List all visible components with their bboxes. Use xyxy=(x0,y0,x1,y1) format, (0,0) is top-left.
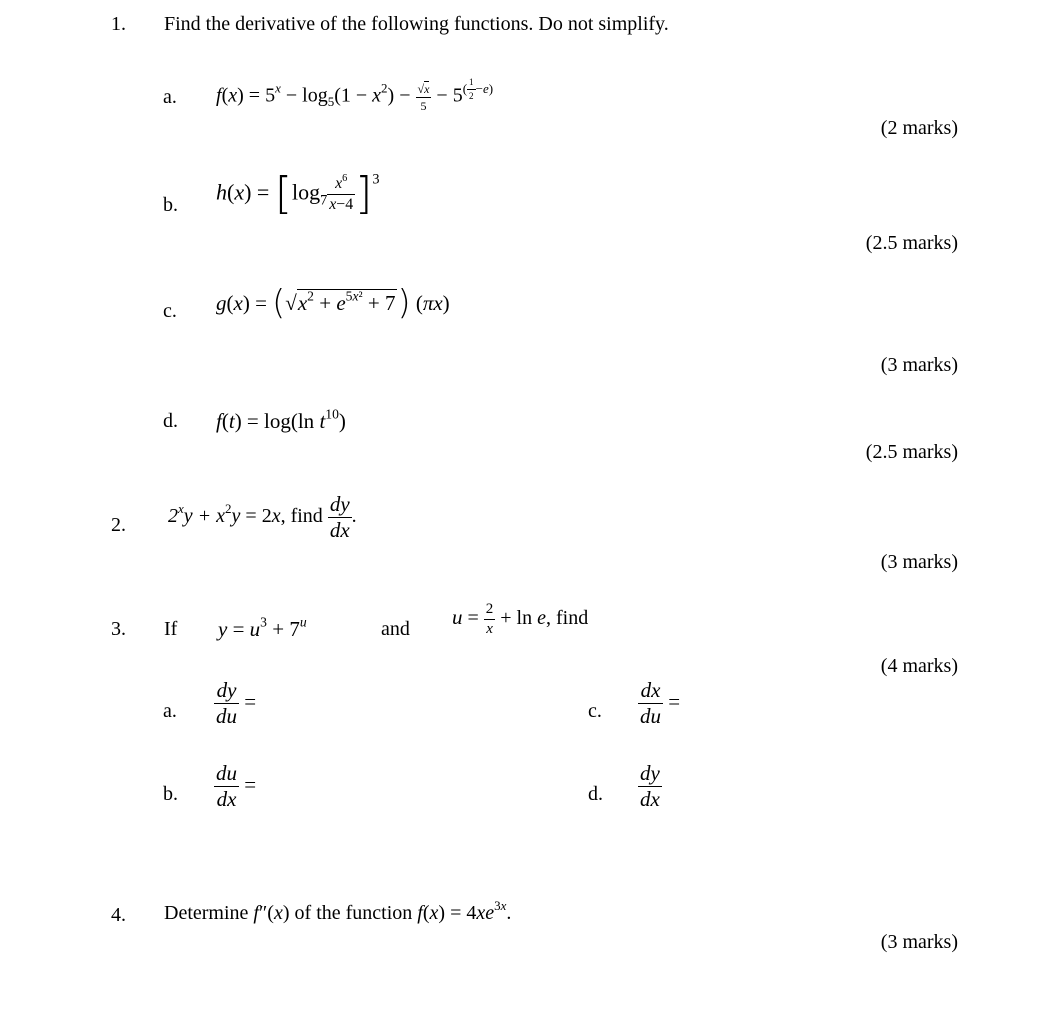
q1b-equation: $h(x) = [\log_7$ $\frac{x^6}{x-4}$ ]$^3$ xyxy=(216,168,380,220)
q3-if-text: If xyxy=(164,618,178,640)
question-1-number: 1. xyxy=(111,13,126,35)
q3-marks: (4 marks) xyxy=(880,655,958,677)
q1c-equation: $g(x) = (√x^2 + e^{5x^2} + 7)$ (πx) xyxy=(216,283,450,323)
q1a-marks: (2 marks) xyxy=(880,117,958,139)
q3-y-equation: $y = u^3 + 7^u$ xyxy=(218,614,307,641)
q1d-label: d. xyxy=(163,410,178,432)
q3b-expression: $\frac{du}{dx}$ = xyxy=(216,761,257,811)
q3a-label: a. xyxy=(163,700,177,722)
q3c-label: c. xyxy=(588,700,602,722)
question-1-instruction: Find the derivative of the following functions. Do not simplify. xyxy=(164,13,669,35)
q3d-expression: $\frac{dy}{dx}$ xyxy=(640,761,660,811)
question-2-equation: $2^xy + x^2y = 2x$, find $\frac{dy}{dx}$ . xyxy=(168,492,357,542)
q1a-label: a. xyxy=(163,86,177,108)
q1a-equation: $f(x) = 5^x - \log_5(1 - x^2)$ − $\frac{√x}{5}$ − $5^{( \frac{1}{2} -e)}$ xyxy=(216,77,494,113)
q2-find-text: , find xyxy=(280,505,323,528)
q1d-equation: f(t) = log(ln $t^{10}$) xyxy=(216,406,346,433)
q3a-expression: $\frac{dy}{du}$ = xyxy=(216,678,257,728)
q1c-marks: (3 marks) xyxy=(880,354,958,376)
q1c-label: c. xyxy=(163,300,177,322)
question-4-text: Determine f″(x) of the function $f(x) = 4xe^{3x}$. xyxy=(164,897,512,924)
question-3-number: 3. xyxy=(111,618,126,640)
q3-u-equation: u = $\frac{2}{x}$ + ln e, find xyxy=(452,601,589,637)
q3-and-text: and xyxy=(381,618,410,640)
q4-marks: (3 marks) xyxy=(880,931,958,953)
question-2-number: 2. xyxy=(111,514,126,536)
q4-function-text: of the function xyxy=(294,902,413,924)
q3d-label: d. xyxy=(588,783,603,805)
q3-find-text: , find xyxy=(546,607,589,630)
q2-marks: (3 marks) xyxy=(880,551,958,573)
q1b-marks: (2.5 marks) xyxy=(865,232,958,254)
q4-determine-text: Determine xyxy=(164,902,249,924)
question-4-number: 4. xyxy=(111,904,126,926)
q1b-label: b. xyxy=(163,194,178,216)
q3b-label: b. xyxy=(163,783,178,805)
q3c-expression: $\frac{dx}{du}$ = xyxy=(640,678,681,728)
q1d-marks: (2.5 marks) xyxy=(865,441,958,463)
